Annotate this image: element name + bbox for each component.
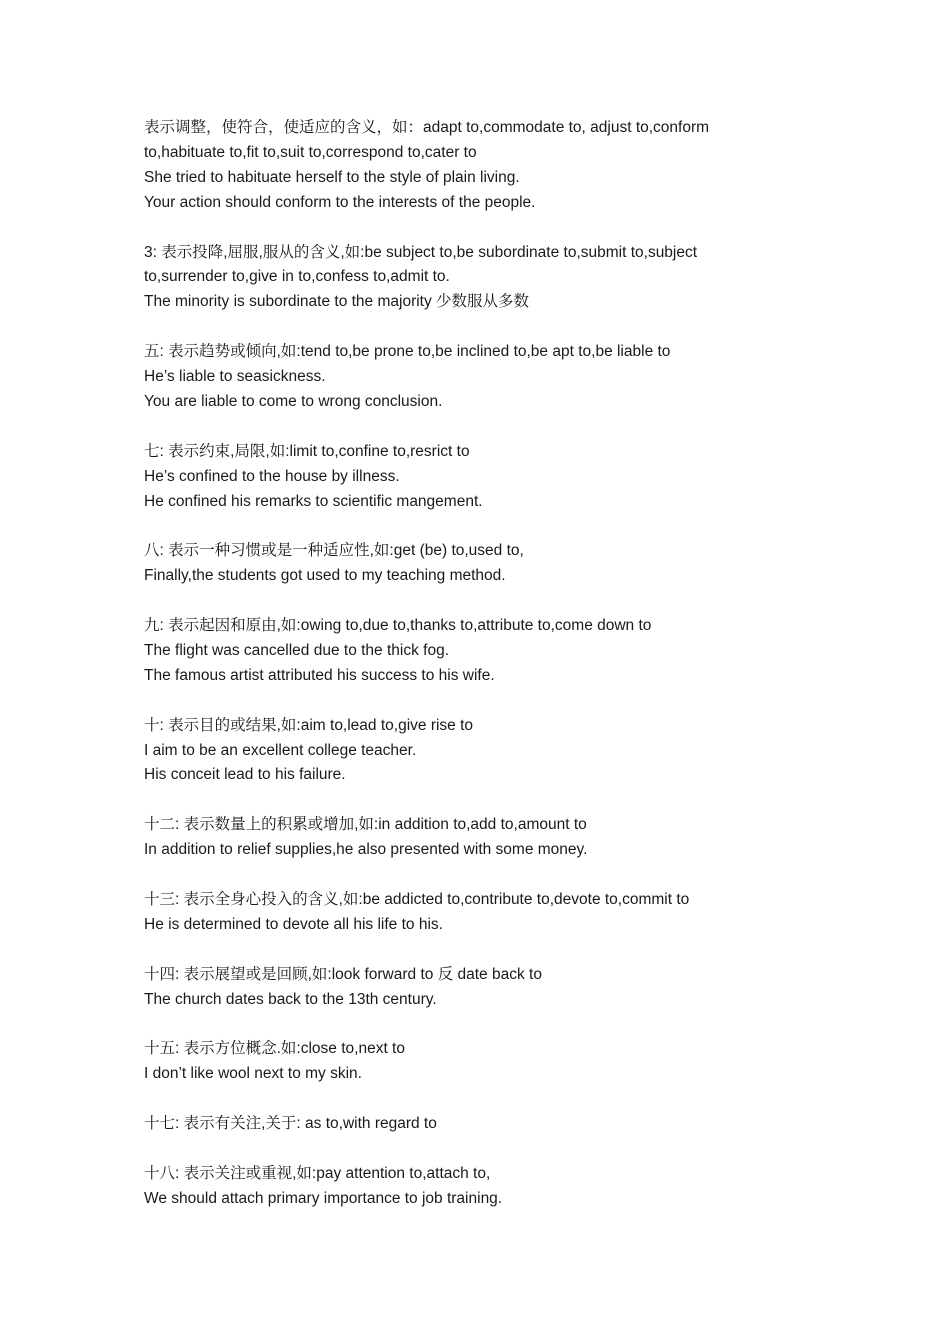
example-sentence: In addition to relief supplies,he also presented with some money. — [144, 841, 588, 859]
section-8-habit — [144, 539, 884, 589]
section-heading: 3: 表示投降,屈服,服从的含义,如:be subject to,be subordinate to,submit to,subject — [144, 243, 698, 261]
text-line: to,habituate to,fit to,suit to,correspond to,cater to — [144, 143, 477, 161]
example-sentence: The flight was cancelled due to the thick fog. — [144, 641, 450, 659]
section-12-addition — [144, 813, 884, 863]
example-sentence: He’s liable to seasickness. — [144, 368, 326, 386]
section-adjust — [144, 116, 884, 216]
section-heading: 八: 表示一种习惯或是一种适应性,如:get (be) to,used to, — [144, 542, 524, 560]
section-5-tendency — [144, 340, 884, 415]
example-sentence: We should attach primary importance to job training. — [144, 1189, 503, 1207]
section-3-submit — [144, 241, 884, 316]
section-heading: 十三: 表示全身心投入的含义,如:be addicted to,contribute to,devote to,commit to — [144, 890, 690, 908]
example-sentence: He confined his remarks to scientific mangement. — [144, 492, 483, 510]
section-heading: 十二: 表示数量上的积累或增加,如:in addition to,add to,amount to — [144, 816, 587, 834]
example-sentence: His conceit lead to his failure. — [144, 766, 346, 784]
example-sentence: You are liable to come to wrong conclusion. — [144, 392, 443, 410]
section-heading: 十五: 表示方位概念.如:close to,next to — [144, 1040, 405, 1058]
example-sentence: The minority is subordinate to the majority 少数服从多数 — [144, 293, 530, 311]
section-9-cause — [144, 614, 884, 689]
document-body — [144, 116, 884, 1237]
section-heading: 十: 表示目的或结果,如:aim to,lead to,give rise to — [144, 716, 474, 734]
section-17-regard — [144, 1112, 884, 1137]
section-heading: 十四: 表示展望或是回顾,如:look forward to 反 date back to — [144, 965, 542, 983]
section-14-prospect — [144, 963, 884, 1013]
example-sentence: I aim to be an excellent college teacher. — [144, 741, 417, 759]
section-10-purpose — [144, 714, 884, 789]
section-heading: 十七: 表示有关注,关于: as to,with regard to — [144, 1115, 437, 1133]
example-sentence: He is determined to devote all his life to his. — [144, 915, 443, 933]
section-7-restrict — [144, 440, 884, 515]
example-sentence: Your action should conform to the interests of the people. — [144, 193, 536, 211]
section-15-position — [144, 1037, 884, 1087]
section-heading: 十八: 表示关注或重视,如:pay attention to,attach to, — [144, 1164, 491, 1182]
text-line: 表示调整，使符合，使适应的含义，如：adapt to,commodate to, adjust to,conform — [144, 119, 710, 136]
section-heading: 七: 表示约束,局限,如:limit to,confine to,resrict to — [144, 442, 470, 460]
example-sentence: She tried to habituate herself to the style of plain living. — [144, 168, 520, 186]
section-heading: 五: 表示趋势或倾向,如:tend to,be prone to,be inclined to,be apt to,be liable to — [144, 343, 671, 361]
section-18-attention — [144, 1162, 884, 1212]
text-line: to,surrender to,give in to,confess to,admit to. — [144, 268, 450, 286]
example-sentence: The famous artist attributed his success to his wife. — [144, 666, 495, 684]
section-heading: 九: 表示起因和原由,如:owing to,due to,thanks to,attribute to,come down to — [144, 617, 652, 635]
example-sentence: I don’t like wool next to my skin. — [144, 1065, 362, 1083]
example-sentence: The church dates back to the 13th century. — [144, 990, 437, 1008]
section-13-devotion — [144, 888, 884, 938]
example-sentence: He’s confined to the house by illness. — [144, 467, 400, 485]
example-sentence: Finally,the students got used to my teaching method. — [144, 567, 506, 585]
